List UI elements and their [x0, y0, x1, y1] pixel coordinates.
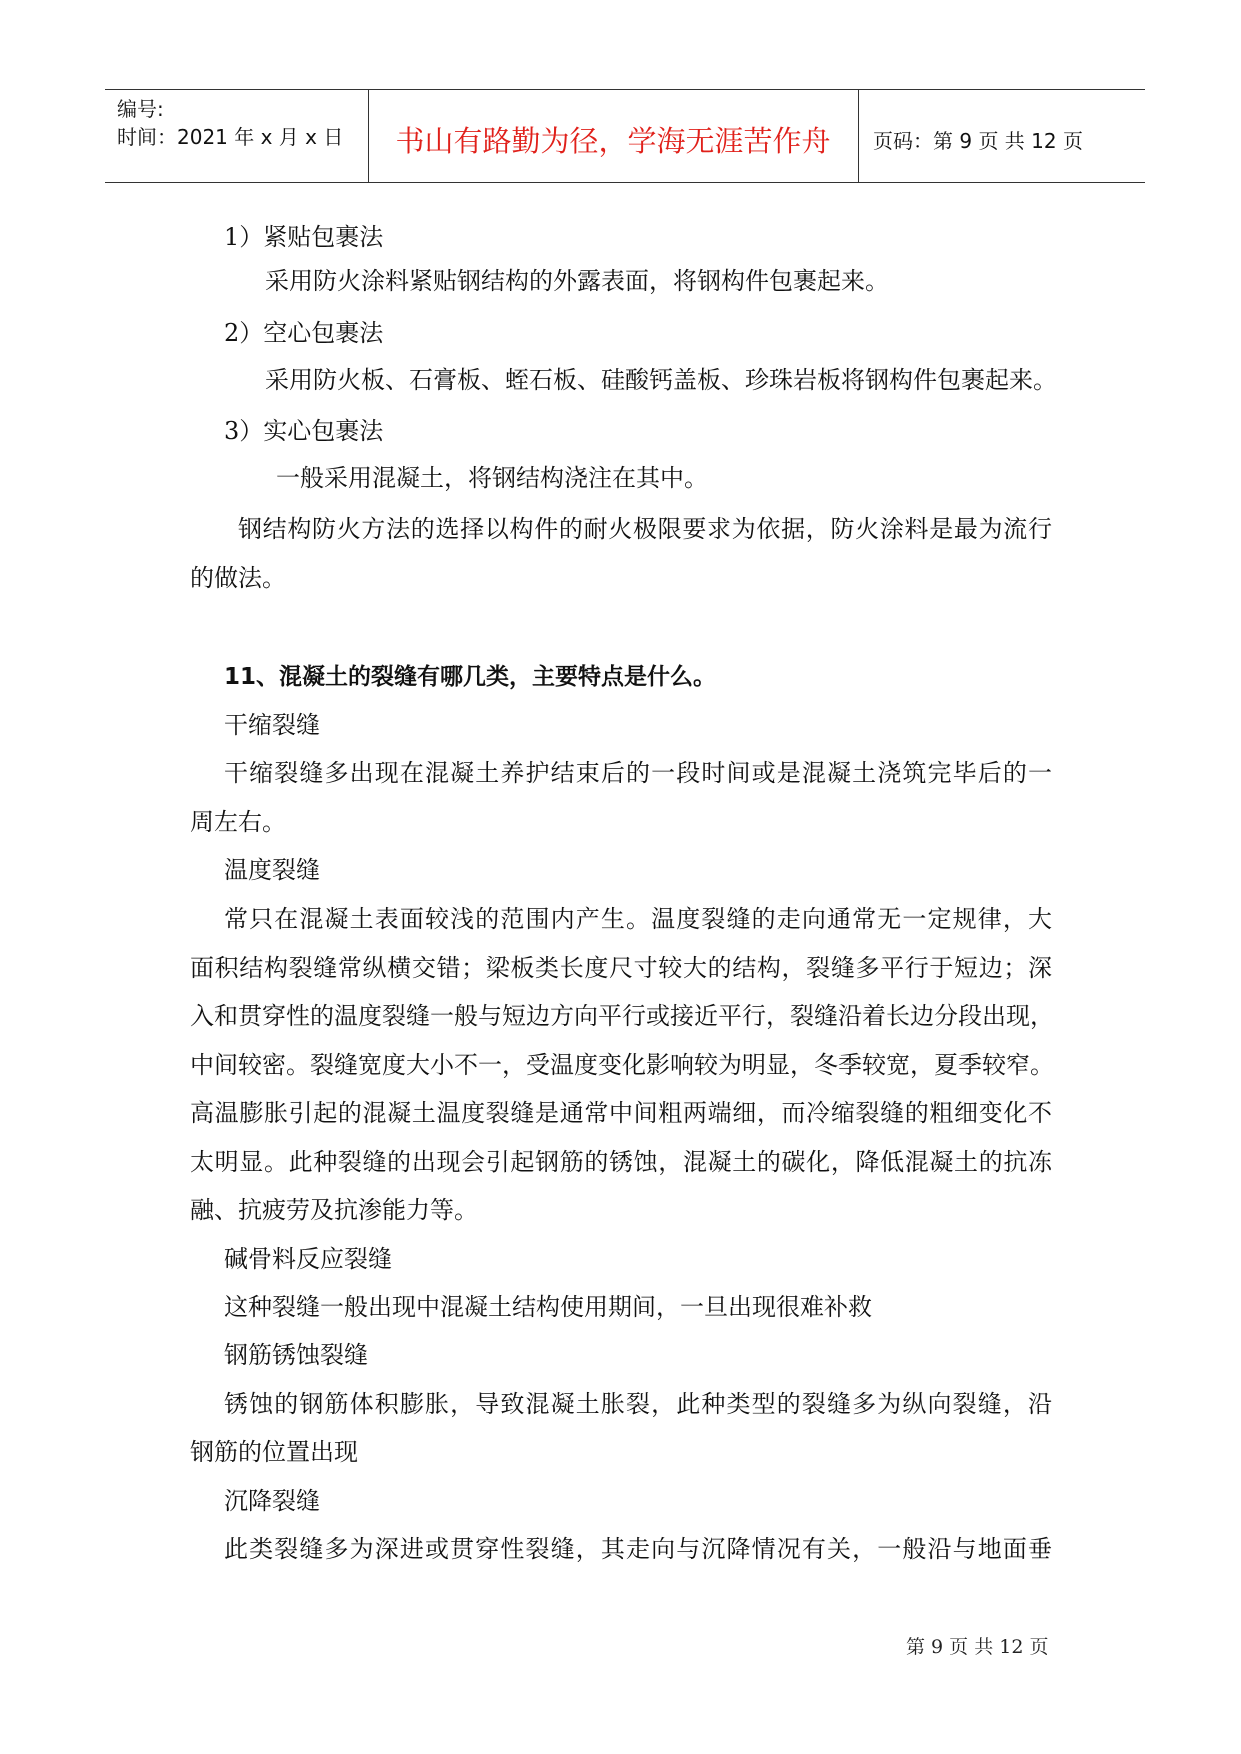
paragraph-line: 此类裂缝多为深进或贯穿性裂缝，其走向与沉降情况有关，一般沿与地面垂 [224, 1535, 1052, 1563]
header-code-label: 编号: [117, 97, 164, 121]
paragraph-line: 入和贯穿性的温度裂缝一般与短边方向平行或接近平行，裂缝沿着长边分段出现， [190, 1002, 1054, 1030]
paragraph-line: 这种裂缝一般出现中混凝土结构使用期间，一旦出现很难补救 [224, 1293, 872, 1321]
paragraph-line: 融、抗疲劳及抗渗能力等。 [190, 1196, 478, 1224]
method-3-text: 一般采用混凝土，将钢结构浇注在其中。 [276, 464, 708, 492]
header-bottom-rule [105, 182, 1145, 183]
question-11-heading: 11、混凝土的裂缝有哪几类，主要特点是什么。 [224, 664, 717, 690]
method-1-heading: 1）紧贴包裹法 [224, 223, 384, 251]
paragraph-line: 周左右。 [190, 808, 286, 836]
footer-page-number: 第 9 页 共 12 页 [906, 1636, 1049, 1658]
paragraph-line: 钢结构防火方法的选择以构件的耐火极限要求为依据，防火涂料是最为流行 [238, 515, 1052, 543]
crack-type-heading: 温度裂缝 [224, 856, 320, 884]
paragraph-line: 锈蚀的钢筋体积膨胀，导致混凝土胀裂，此种类型的裂缝多为纵向裂缝，沿 [224, 1390, 1052, 1418]
paragraph-line: 钢筋的位置出现 [190, 1438, 358, 1466]
header-page-label: 页码：第 9 页 共 12 页 [873, 129, 1083, 153]
paragraph-line: 中间较密。裂缝宽度大小不一，受温度变化影响较为明显，冬季较宽，夏季较窄。 [190, 1051, 1054, 1079]
paragraph-line: 常只在混凝土表面较浅的范围内产生。温度裂缝的走向通常无一定规律，大 [224, 905, 1052, 933]
method-2-heading: 2）空心包裹法 [224, 319, 384, 347]
paragraph-line: 的做法。 [190, 564, 286, 592]
crack-type-heading: 沉降裂缝 [224, 1487, 320, 1515]
crack-type-heading: 钢筋锈蚀裂缝 [224, 1341, 368, 1369]
header-motto: 书山有路勤为径，学海无涯苦作舟 [395, 124, 831, 158]
crack-type-heading: 碱骨料反应裂缝 [224, 1245, 392, 1273]
crack-type-heading: 干缩裂缝 [224, 711, 320, 739]
method-1-text: 采用防火涂料紧贴钢结构的外露表面，将钢构件包裹起来。 [265, 267, 889, 295]
paragraph-line: 面积结构裂缝常纵横交错；梁板类长度尺寸较大的结构，裂缝多平行于短边；深 [190, 954, 1052, 982]
paragraph-line: 高温膨胀引起的混凝土温度裂缝是通常中间粗两端细，而冷缩裂缝的粗细变化不 [190, 1099, 1052, 1127]
header-divider-right [858, 90, 859, 182]
header-time-label: 时间：2021 年 x 月 x 日 [117, 125, 344, 149]
method-2-text: 采用防火板、石膏板、蛭石板、硅酸钙盖板、珍珠岩板将钢构件包裹起来。 [265, 366, 1057, 394]
method-3-heading: 3）实心包裹法 [224, 417, 384, 445]
paragraph-line: 太明显。此种裂缝的出现会引起钢筋的锈蚀，混凝土的碳化，降低混凝土的抗冻 [190, 1148, 1052, 1176]
header-top-rule [105, 89, 1145, 90]
paragraph-line: 干缩裂缝多出现在混凝土养护结束后的一段时间或是混凝土浇筑完毕后的一 [224, 759, 1052, 787]
